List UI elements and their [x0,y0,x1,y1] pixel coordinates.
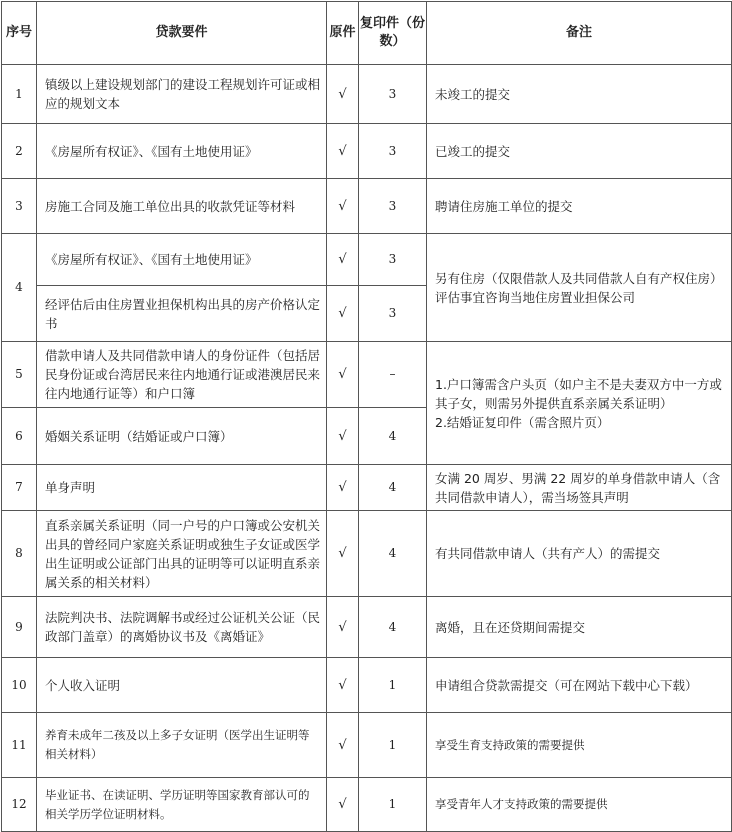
row-copies: 4 [359,408,427,465]
row-copies: 3 [359,179,427,234]
row-original-check: √ [327,778,359,832]
header-requirement: 贷款要件 [37,2,327,65]
row-requirement: 单身声明 [37,465,327,511]
table-row [2,342,732,408]
table-row [2,511,732,597]
row-requirement: 婚姻关系证明（结婚证或户口簿） [37,408,327,465]
row-requirement: 镇级以上建设规划部门的建设工程规划许可证或相应的规划文本 [37,65,327,124]
row-original-check: √ [327,511,359,597]
row-original-check: √ [327,65,359,124]
row-original-check: √ [327,658,359,713]
row-seq: 5 [2,342,37,408]
row-seq: 7 [2,465,37,511]
header-row [2,2,732,65]
row-note [427,342,732,465]
note-line-1: 1.户口簿需含户头页（如户主不是夫妻双方中一方或其子女，则需另外提供直系亲属关系证明） [435,376,722,411]
row-seq: 11 [2,713,37,778]
row-requirement: 经评估后由住房置业担保机构出具的房产价格认定书 [37,286,327,342]
row-copies: 4 [359,597,427,658]
table-row [2,597,732,658]
row-copies: – [359,342,427,408]
row-copies: 1 [359,713,427,778]
row-requirement: 法院判决书、法院调解书或经过公证机关公证（民政部门盖章）的离婚协议书及《离婚证》 [37,597,327,658]
row-seq: 12 [2,778,37,832]
row-original-check: √ [327,342,359,408]
row-copies: 4 [359,465,427,511]
row-requirement: 个人收入证明 [37,658,327,713]
row-copies: 3 [359,234,427,286]
header-copies: 复印件（份数） [359,2,427,65]
row-seq: 6 [2,408,37,465]
row-note: 享受青年人才支持政策的需要提供 [427,778,732,832]
header-seq: 序号 [2,2,37,65]
row-note: 聘请住房施工单位的提交 [427,179,732,234]
row-seq: 4 [2,234,37,342]
row-seq: 3 [2,179,37,234]
row-copies: 1 [359,658,427,713]
row-note: 离婚，且在还贷期间需提交 [427,597,732,658]
table-row [2,465,732,511]
row-original-check: √ [327,234,359,286]
table-row [2,124,732,179]
row-requirement: 《房屋所有权证》、《国有土地使用证》 [37,124,327,179]
row-original-check: √ [327,179,359,234]
row-seq: 8 [2,511,37,597]
row-copies: 4 [359,511,427,597]
header-original: 原件 [327,2,359,65]
loan-requirements-table [1,1,732,832]
row-note: 享受生育支持政策的需要提供 [427,713,732,778]
table-row [2,778,732,832]
row-original-check: √ [327,597,359,658]
row-original-check: √ [327,286,359,342]
row-seq: 1 [2,65,37,124]
row-requirement: 借款申请人及共同借款申请人的身份证件（包括居民身份证或台湾居民来往内地通行证或港澳居民来往内地通行证等）和户口簿 [37,342,327,408]
note-line-2: 2.结婚证复印件（需含照片页） [435,414,610,430]
row-seq: 10 [2,658,37,713]
row-requirement: 直系亲属关系证明（同一户号的户口簿或公安机关出具的曾经同户家庭关系证明或独生子女证或医学出生证明或公证部门出具的证明等可以证明直系亲属关系的相关材料） [37,511,327,597]
table-row [2,658,732,713]
row-original-check: √ [327,124,359,179]
row-copies: 3 [359,65,427,124]
row-requirement: 《房屋所有权证》、《国有土地使用证》 [37,234,327,286]
row-requirement: 房施工合同及施工单位出具的收款凭证等材料 [37,179,327,234]
table-row [2,179,732,234]
row-original-check: √ [327,408,359,465]
table-row [2,234,732,286]
row-copies: 1 [359,778,427,832]
row-note: 已竣工的提交 [427,124,732,179]
row-note: 未竣工的提交 [427,65,732,124]
header-note: 备注 [427,2,732,65]
row-requirement: 养育未成年二孩及以上多子女证明（医学出生证明等相关材料） [37,713,327,778]
table-row [2,713,732,778]
row-seq: 9 [2,597,37,658]
row-copies: 3 [359,286,427,342]
row-note: 女满 20 周岁、男满 22 周岁的单身借款申请人（含共同借款申请人），需当场签具声明 [427,465,732,511]
row-original-check: √ [327,713,359,778]
table-row [2,65,732,124]
row-note: 另有住房（仅限借款人及共同借款人自有产权住房）评估事宜咨询当地住房置业担保公司 [427,234,732,342]
row-copies: 3 [359,124,427,179]
row-seq: 2 [2,124,37,179]
row-original-check: √ [327,465,359,511]
row-requirement: 毕业证书、在读证明、学历证明等国家教育部认可的相关学历学位证明材料。 [37,778,327,832]
row-note: 申请组合贷款需提交（可在网站下载中心下载） [427,658,732,713]
row-note: 有共同借款申请人（共有产人）的需提交 [427,511,732,597]
